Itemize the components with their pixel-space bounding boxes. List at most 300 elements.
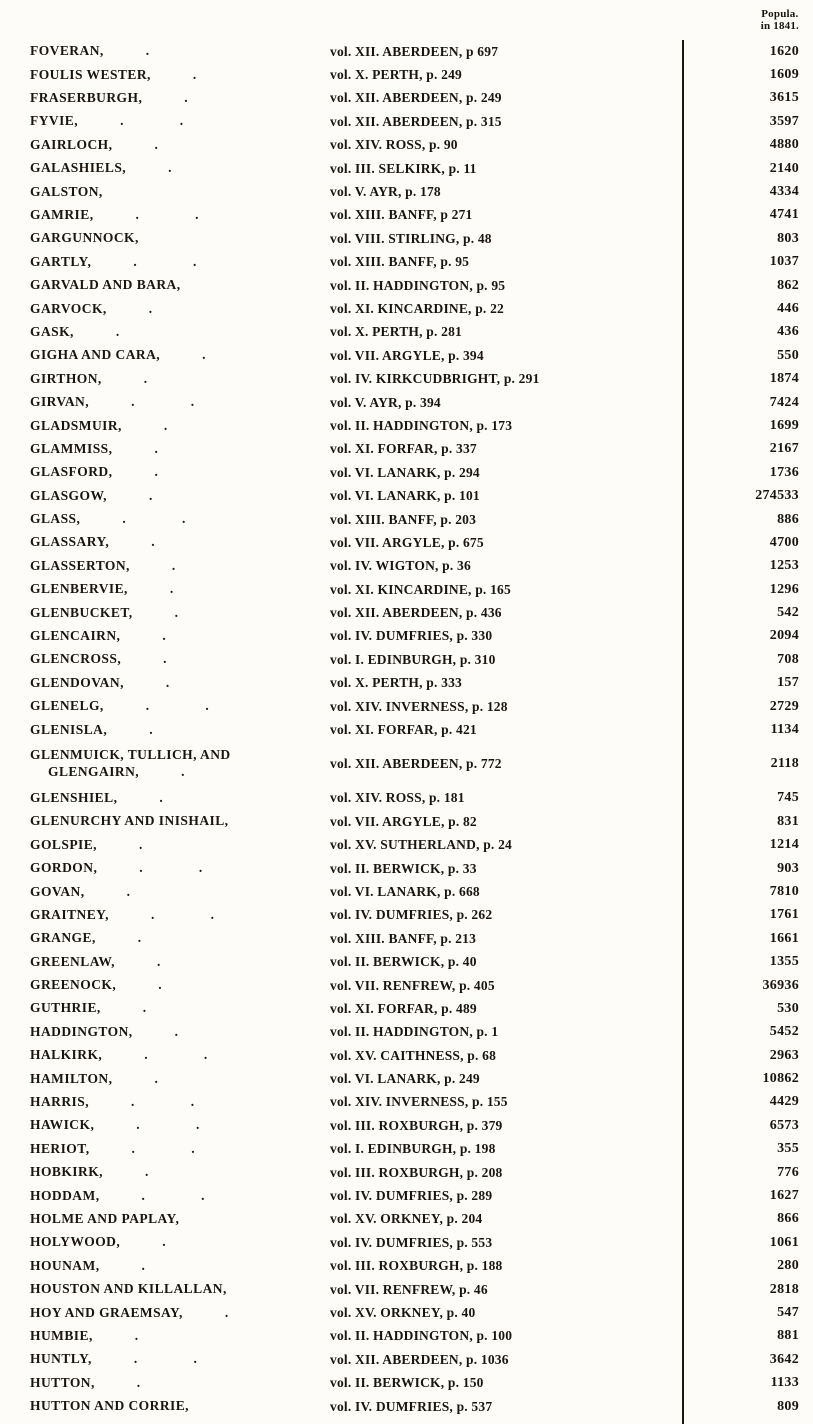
leader-dots: . — [162, 628, 167, 644]
parish-name: GALSTON, — [30, 183, 103, 199]
volume-reference: vol. XII. ABERDEEN, p 697 — [330, 43, 499, 59]
parish-name-cell — [0, 698, 330, 715]
parish-name: HOLME AND PAPLAY, — [30, 1211, 180, 1226]
leader-dots: . — [168, 160, 172, 176]
leader-dots: . — [126, 883, 131, 899]
leader-dots: . — [224, 1304, 229, 1320]
parish-name-cell — [0, 884, 330, 901]
volume-reference: vol. II. BERWICK, p. 40 — [330, 954, 477, 970]
leader-dots: . — [163, 651, 167, 667]
table-row — [0, 904, 813, 927]
table-row — [0, 1114, 813, 1137]
volume-reference: vol. VII. ARGYLE, p. 675 — [330, 534, 484, 550]
leader-dots: . . — [141, 1187, 206, 1203]
parish-name-cell — [0, 1188, 330, 1205]
table-row — [0, 251, 813, 274]
population-header-line1: Popula. — [761, 8, 799, 20]
parish-name: GLENBUCKET, — [30, 604, 133, 620]
parish-name-cell — [0, 1258, 330, 1275]
parish-name-cell — [0, 67, 330, 84]
volume-reference: vol. XI. KINCARDINE, p. 165 — [330, 581, 511, 597]
parish-name: HERIOT, — [30, 1140, 90, 1156]
population-value: 1736 — [682, 461, 813, 484]
parish-name: GRANGE, — [30, 930, 96, 946]
volume-reference: vol. XV. ORKNEY, p. 204 — [330, 1211, 483, 1227]
population-value: 4429 — [682, 1091, 813, 1114]
leader-dots: . . — [133, 1351, 198, 1367]
parish-name-line2 — [30, 764, 330, 781]
volume-reference: vol. II. BERWICK, p. 150 — [330, 1375, 484, 1391]
table-row — [0, 1278, 813, 1301]
parish-name: GLENMUICK, TULLICH, AND — [30, 747, 231, 763]
population-value: 831 — [682, 810, 813, 833]
parish-name-cell — [0, 394, 330, 411]
parish-name-cell — [0, 324, 330, 341]
volume-reference: vol. XV. SUTHERLAND, p. 24 — [330, 837, 512, 853]
volume-reference: vol. XV. CAITHNESS, p. 68 — [330, 1047, 497, 1063]
volume-reference: vol. XII. ABERDEEN, p. 315 — [330, 113, 502, 129]
volume-reference: vol. IV. WIGTON, p. 36 — [330, 558, 471, 574]
parish-name-cell — [0, 605, 330, 622]
volume-reference: vol. VII. RENFREW, p. 405 — [330, 977, 495, 993]
leader-dots: . — [202, 347, 206, 363]
population-value: 1661 — [682, 927, 813, 950]
parish-name: GLASGOW, — [30, 487, 107, 503]
leader-dots: . — [165, 674, 170, 690]
table-row — [0, 1325, 813, 1348]
table-row — [0, 787, 813, 810]
table-row — [0, 974, 813, 997]
volume-reference: vol. III. ROXBURGH, p. 379 — [330, 1117, 503, 1133]
volume-reference: vol. IV. KIRKCUDBRIGHT, p. 291 — [330, 371, 540, 387]
population-value: 4334 — [682, 180, 813, 203]
parish-name-cell — [0, 160, 330, 177]
table-row — [0, 180, 813, 203]
population-value: 4880 — [682, 134, 813, 157]
table-row — [0, 531, 813, 554]
table-row — [0, 1091, 813, 1114]
population-value: 550 — [682, 344, 813, 367]
table-row — [0, 672, 813, 695]
volume-reference: vol. I. EDINBURGH, p. 310 — [330, 651, 496, 667]
leader-dots: . — [154, 464, 159, 480]
volume-reference: vol. VII. ARGYLE, p. 82 — [330, 813, 477, 829]
parish-name-cell — [0, 277, 330, 294]
volume-reference: vol. XIV. ROSS, p. 90 — [330, 137, 458, 153]
parish-name-cell — [0, 254, 330, 271]
parish-name: GOLSPIE, — [30, 836, 97, 852]
parish-name-cell — [0, 907, 330, 924]
parish-index-table — [0, 40, 813, 1424]
table-row — [0, 1184, 813, 1207]
table-row — [0, 274, 813, 297]
parish-name-cell — [0, 1234, 330, 1251]
parish-name: GAIRLOCH, — [30, 136, 113, 152]
population-value: 530 — [682, 997, 813, 1020]
volume-reference: vol. II. HADDINGTON, p. 1 — [330, 1024, 499, 1040]
volume-reference: vol. X. PERTH, p. 333 — [330, 675, 462, 691]
leader-dots: . . — [150, 906, 215, 922]
table-row — [0, 321, 813, 344]
parish-name-cell — [0, 488, 330, 505]
table-row — [0, 555, 813, 578]
population-value: 4700 — [682, 531, 813, 554]
leader-dots: . — [154, 136, 159, 152]
parish-name-cell — [0, 207, 330, 224]
table-row — [0, 718, 813, 741]
table-row — [0, 1301, 813, 1324]
volume-reference: vol. VI. LANARK, p. 294 — [330, 464, 480, 480]
parish-name-cell — [0, 1211, 330, 1228]
parish-name: GALASHIELS, — [30, 160, 127, 176]
population-value: 3597 — [682, 110, 813, 133]
leader-dots: . — [141, 1257, 146, 1273]
population-value: 2118 — [682, 742, 813, 787]
table-row — [0, 461, 813, 484]
volume-reference: vol. XIII. BANFF, p. 213 — [330, 930, 477, 946]
parish-name: HOLYWOOD, — [30, 1234, 121, 1250]
parish-name: GARTLY, — [30, 253, 92, 269]
leader-dots: . — [156, 953, 161, 969]
table-row — [0, 601, 813, 624]
population-value: 862 — [682, 274, 813, 297]
parish-name: GUTHRIE, — [30, 1000, 101, 1016]
population-value: 708 — [682, 648, 813, 671]
volume-reference: vol. III. ROXBURGH, p. 208 — [330, 1164, 503, 1180]
parish-name: GLENDOVAN, — [30, 674, 124, 690]
table-row — [0, 1208, 813, 1231]
parish-name-cell — [0, 347, 330, 364]
table-row — [0, 87, 813, 110]
population-value: 280 — [682, 1255, 813, 1278]
volume-reference: vol. IV. DUMFRIES, p. 537 — [330, 1398, 493, 1414]
parish-name: HAMILTON, — [30, 1070, 113, 1086]
parish-name: FOVERAN, — [30, 43, 104, 59]
table-row — [0, 834, 813, 857]
population-header-line2: in 1841. — [760, 20, 799, 32]
parish-name: GLASFORD, — [30, 464, 113, 480]
leader-dots: . — [137, 930, 142, 946]
parish-name: GIRTHON, — [30, 370, 102, 386]
parish-name-cell — [0, 813, 330, 830]
parish-name-cell — [0, 1094, 330, 1111]
leader-dots: . . — [131, 394, 195, 410]
volume-reference: vol. XI. FORFAR, p. 421 — [330, 722, 477, 738]
parish-name: GLENBERVIE, — [30, 581, 128, 597]
parish-name-cell — [0, 977, 330, 994]
parish-name-cell — [0, 371, 330, 388]
population-value: 1761 — [682, 904, 813, 927]
parish-name: GLADSMUIR, — [30, 417, 122, 433]
volume-reference: vol. XI. FORFAR, p. 489 — [330, 1000, 477, 1016]
leader-dots: . — [134, 1327, 139, 1343]
leader-dots: . . — [122, 511, 186, 527]
parish-name-cell — [0, 1281, 330, 1298]
leader-dots: . — [162, 1234, 167, 1250]
volume-reference: vol. III. SELKIRK, p. 11 — [330, 160, 477, 176]
table-row — [0, 204, 813, 227]
population-column-header — [761, 8, 799, 32]
parish-name-cell — [0, 558, 330, 575]
volume-reference: vol. IV. DUMFRIES, p. 553 — [330, 1234, 493, 1250]
leader-dots: . — [163, 417, 168, 433]
table-row — [0, 227, 813, 250]
leader-dots: . — [115, 323, 120, 339]
parish-name: HADDINGTON, — [30, 1023, 133, 1039]
table-row — [0, 297, 813, 320]
volume-reference: vol. XII. ABERDEEN, p. 772 — [330, 756, 502, 772]
parish-name: GAMRIE, — [30, 206, 94, 222]
population-value: 2818 — [682, 1278, 813, 1301]
table-row — [0, 1021, 813, 1044]
volume-reference: vol. VI. LANARK, p. 249 — [330, 1071, 480, 1087]
parish-name: GLASS, — [30, 511, 81, 527]
population-value: 1609 — [682, 63, 813, 86]
leader-dots: . . — [139, 860, 203, 876]
leader-dots: . — [149, 721, 154, 737]
population-value: 886 — [682, 508, 813, 531]
volume-reference: vol. X. PERTH, p. 249 — [330, 67, 462, 83]
population-value: 4741 — [682, 204, 813, 227]
leader-dots: . — [169, 581, 174, 597]
parish-name-cell — [0, 860, 330, 877]
table-row — [0, 742, 813, 787]
population-value: 1133 — [682, 1371, 813, 1394]
table-row — [0, 880, 813, 903]
population-value: 10862 — [682, 1067, 813, 1090]
leader-dots: . — [143, 370, 148, 386]
volume-reference: vol. XIV. INVERNESS, p. 155 — [330, 1094, 508, 1110]
parish-name-cell — [0, 837, 330, 854]
parish-name: GLENSHIEL, — [30, 789, 118, 805]
population-value: 1037 — [682, 251, 813, 274]
volume-reference: vol. IV. DUMFRIES, p. 262 — [330, 907, 493, 923]
population-value: 2963 — [682, 1044, 813, 1067]
parish-name: HODDAM, — [30, 1187, 100, 1203]
parish-name: FOULIS WESTER, — [30, 66, 151, 82]
parish-name: GARVALD AND BARA, — [30, 277, 181, 293]
leader-dots: . — [184, 90, 189, 106]
parish-name: HAWICK, — [30, 1117, 95, 1133]
parish-name: GASK, — [30, 323, 74, 339]
population-value: 903 — [682, 857, 813, 880]
population-value: 2094 — [682, 625, 813, 648]
leader-dots: . — [171, 557, 176, 573]
parish-name-cell — [0, 1024, 330, 1041]
leader-dots: . — [148, 300, 153, 316]
parish-name: HUNTLY, — [30, 1351, 92, 1367]
population-value: 809 — [682, 1395, 813, 1418]
leader-dots: . — [139, 836, 143, 852]
table-row — [0, 950, 813, 973]
volume-reference: vol. IV. DUMFRIES, p. 289 — [330, 1188, 493, 1204]
parish-name: FYVIE, — [30, 113, 79, 129]
table-row — [0, 414, 813, 437]
parish-name: GREENLAW, — [30, 953, 115, 969]
population-value: 2167 — [682, 438, 813, 461]
population-value: 436 — [682, 321, 813, 344]
parish-name: GIGHA AND CARA, — [30, 347, 161, 363]
parish-name-cell — [0, 628, 330, 645]
table-row — [0, 997, 813, 1020]
leader-dots: . . — [120, 113, 184, 129]
population-value: 1874 — [682, 367, 813, 390]
parish-name-cell — [0, 418, 330, 435]
volume-reference: vol. X. PERTH, p. 281 — [330, 324, 462, 340]
population-value: 1061 — [682, 1231, 813, 1254]
leader-dots: . — [136, 1374, 141, 1390]
leader-dots: . — [145, 43, 150, 59]
table-row — [0, 391, 813, 414]
parish-name: GLASSERTON, — [30, 557, 130, 573]
table-row — [0, 1044, 813, 1067]
leader-dots: . . — [133, 253, 197, 269]
volume-reference: vol. II. BERWICK, p. 33 — [330, 860, 477, 876]
leader-dots: . — [154, 440, 159, 456]
table-row — [0, 648, 813, 671]
population-value: 1699 — [682, 414, 813, 437]
parish-name-cell — [0, 1398, 330, 1415]
population-value: 274533 — [682, 484, 813, 507]
leader-dots: . . — [131, 1094, 195, 1110]
table-row — [0, 367, 813, 390]
parish-name-cell — [0, 113, 330, 130]
parish-name: GARVOCK, — [30, 300, 107, 316]
table-row — [0, 1231, 813, 1254]
population-value: 881 — [682, 1325, 813, 1348]
volume-reference: vol. II. HADDINGTON, p. 100 — [330, 1328, 513, 1344]
volume-reference: vol. VII. ARGYLE, p. 394 — [330, 347, 484, 363]
volume-reference: vol. XIV. ROSS, p. 181 — [330, 790, 465, 806]
population-value: 7424 — [682, 391, 813, 414]
parish-name-cell — [0, 137, 330, 154]
table-row — [0, 810, 813, 833]
volume-reference: vol. XII. ABERDEEN, p. 436 — [330, 605, 502, 621]
parish-name-cell — [0, 1351, 330, 1368]
leader-dots: . — [192, 66, 197, 82]
volume-reference: vol. IV. DUMFRIES, p. 330 — [330, 628, 493, 644]
leader-dots: . — [145, 1164, 149, 1180]
volume-reference: vol. III. ROXBURGH, p. 188 — [330, 1258, 503, 1274]
table-row — [0, 927, 813, 950]
volume-reference: vol. VI. LANARK, p. 668 — [330, 883, 480, 899]
population-value: 7810 — [682, 880, 813, 903]
parish-name-line1 — [30, 747, 330, 764]
parish-name-cell — [0, 301, 330, 318]
parish-name-cell — [0, 534, 330, 551]
parish-name-cell — [0, 954, 330, 971]
population-value: 1134 — [682, 718, 813, 741]
volume-reference: vol. XIII. BANFF, p. 203 — [330, 511, 477, 527]
population-value: 1253 — [682, 555, 813, 578]
parish-name: GRAITNEY, — [30, 906, 109, 922]
table-row — [0, 578, 813, 601]
parish-name: GLAMMISS, — [30, 440, 113, 456]
leader-dots: . . — [136, 1117, 200, 1133]
volume-reference: vol. VI. LANARK, p. 101 — [330, 488, 480, 504]
leader-dots: . — [142, 1000, 147, 1016]
table-row — [0, 625, 813, 648]
volume-reference: vol. XIII. BANFF, p. 95 — [330, 254, 470, 270]
parish-name: HOUNAM, — [30, 1257, 100, 1273]
parish-name-cell — [0, 1047, 330, 1064]
table-filler-row — [0, 1418, 813, 1424]
volume-reference: vol. XIII. BANFF, p 271 — [330, 207, 473, 223]
population-value: 776 — [682, 1161, 813, 1184]
volume-reference: vol. V. AYR, p. 178 — [330, 184, 441, 200]
volume-reference: vol. V. AYR, p. 394 — [330, 394, 441, 410]
table-row — [0, 1067, 813, 1090]
parish-name-cell — [0, 1000, 330, 1017]
table-row — [0, 1255, 813, 1278]
parish-name-cell — [0, 1117, 330, 1134]
parish-name-cell — [0, 441, 330, 458]
parish-name-cell — [0, 651, 330, 668]
volume-reference: vol. XII. ABERDEEN, p. 249 — [330, 90, 502, 106]
parish-name-cell — [0, 43, 330, 60]
parish-name: HOY AND GRAEMSAY, — [30, 1304, 183, 1320]
table-row — [0, 484, 813, 507]
table-row — [0, 508, 813, 531]
leader-dots: . . — [145, 698, 210, 714]
population-value: 803 — [682, 227, 813, 250]
parish-name: HUTTON AND CORRIE, — [30, 1398, 189, 1414]
table-row — [0, 1395, 813, 1418]
volume-reference: vol. VII. RENFREW, p. 46 — [330, 1281, 488, 1297]
population-value: 1214 — [682, 834, 813, 857]
parish-name: GARGUNNOCK, — [30, 230, 139, 246]
population-value — [682, 1418, 813, 1424]
volume-reference: vol. I. EDINBURGH, p. 198 — [330, 1141, 496, 1157]
parish-name: HARRIS, — [30, 1094, 90, 1110]
population-value: 542 — [682, 601, 813, 624]
table-row — [0, 1138, 813, 1161]
volume-reference: vol. XII. ABERDEEN, p. 1036 — [330, 1351, 509, 1367]
leader-dots: . . — [135, 206, 200, 222]
table-row — [0, 695, 813, 718]
parish-name: GOVAN, — [30, 883, 85, 899]
population-value: 355 — [682, 1138, 813, 1161]
parish-name-cell — [0, 511, 330, 528]
volume-reference: vol. XV. ORKNEY, p. 40 — [330, 1305, 476, 1320]
parish-name-cell — [0, 1305, 330, 1322]
parish-name: GIRVAN, — [30, 394, 90, 410]
leader-dots: . . — [144, 1047, 208, 1063]
leader-dots: . — [151, 534, 156, 550]
population-value: 6573 — [682, 1114, 813, 1137]
leader-dots: . . — [131, 1140, 196, 1156]
population-value: 2140 — [682, 157, 813, 180]
table-row — [0, 1348, 813, 1371]
parish-name-cell — [0, 1141, 330, 1158]
table-row — [0, 857, 813, 880]
population-value: 547 — [682, 1301, 813, 1324]
parish-name-cell — [0, 90, 330, 107]
population-value: 745 — [682, 787, 813, 810]
parish-name: GLENISLA, — [30, 721, 108, 737]
parish-name: HOUSTON AND KILLALLAN, — [30, 1281, 227, 1297]
parish-name-cell — [0, 790, 330, 807]
volume-reference: vol. XI. KINCARDINE, p. 22 — [330, 300, 504, 316]
parish-name-cell — [0, 230, 330, 247]
table-row — [0, 63, 813, 86]
parish-name-cell — [0, 1375, 330, 1392]
parish-name: HUMBIE, — [30, 1327, 93, 1343]
population-value: 157 — [682, 672, 813, 695]
table-row — [0, 1161, 813, 1184]
volume-reference: vol. II. HADDINGTON, p. 173 — [330, 417, 513, 433]
population-value: 3615 — [682, 87, 813, 110]
